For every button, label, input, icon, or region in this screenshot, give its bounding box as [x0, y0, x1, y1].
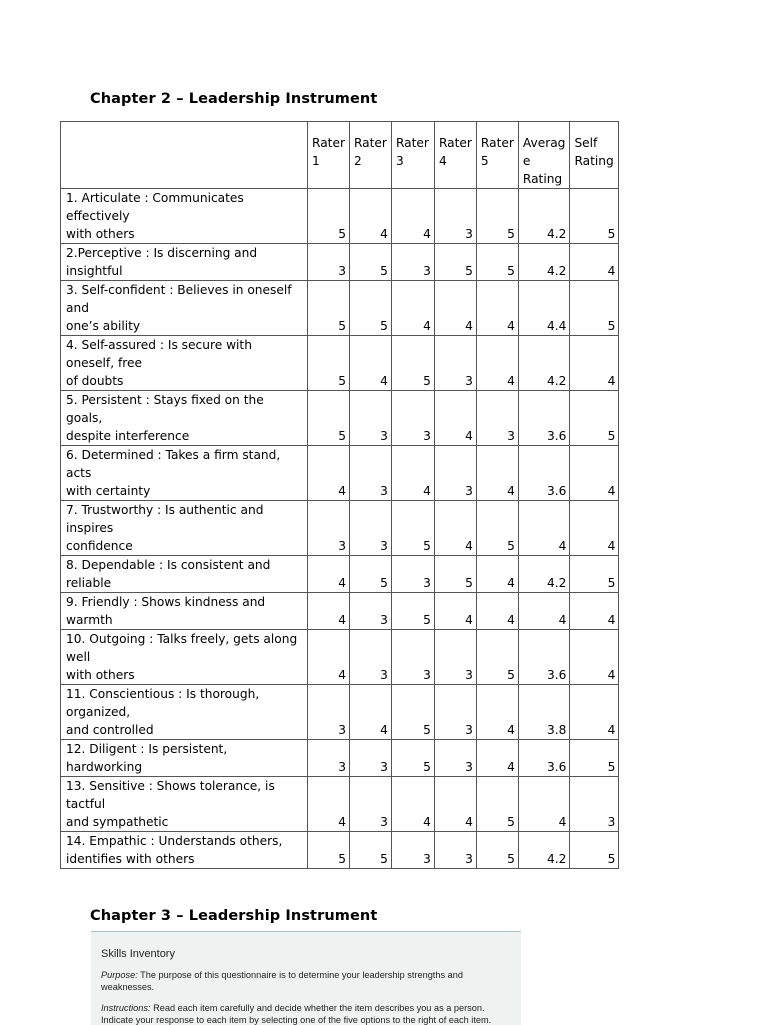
rater-4-value: 4: [434, 593, 476, 630]
table-header-row: [61, 122, 619, 189]
rater-2-value: 3: [349, 593, 391, 630]
purpose-label: Purpose:: [101, 970, 138, 980]
average-rating-value: 3.6: [518, 391, 570, 446]
average-rating-value: 3.6: [518, 740, 570, 777]
rater-4-value: 3: [434, 832, 476, 869]
rater-1-value: 4: [308, 630, 350, 685]
item-description: 14. Empathic : Understands others, identifies with others: [61, 832, 308, 869]
rater-2-value: 5: [349, 832, 391, 869]
average-rating-value: 4.4: [518, 281, 570, 336]
rater-1-value: 3: [308, 740, 350, 777]
rater-2-value: 3: [349, 740, 391, 777]
table-row: [61, 685, 619, 740]
leadership-rating-table: [60, 121, 619, 869]
item-description: 2.Perceptive : Is discerning and insightful: [61, 244, 308, 281]
rater-4-value: 4: [434, 777, 476, 832]
rater-1-value: 5: [308, 281, 350, 336]
average-rating-value: 4.2: [518, 244, 570, 281]
self-rating-value: 4: [570, 685, 619, 740]
rater-2-value: 5: [349, 244, 391, 281]
header-rater-3: Rater 3: [391, 122, 434, 189]
rater-4-value: 4: [434, 281, 476, 336]
skills-inventory-panel: [91, 931, 521, 1025]
rater-4-value: 5: [434, 244, 476, 281]
average-rating-value: 3.6: [518, 446, 570, 501]
rater-1-value: 3: [308, 244, 350, 281]
rater-5-value: 5: [476, 501, 518, 556]
rater-2-value: 4: [349, 189, 391, 244]
rater-3-value: 3: [391, 556, 434, 593]
self-rating-value: 4: [570, 630, 619, 685]
item-description: 12. Diligent : Is persistent, hardworking: [61, 740, 308, 777]
rater-5-value: 4: [476, 740, 518, 777]
instructions-text: [101, 1003, 516, 1025]
rater-4-value: 4: [434, 391, 476, 446]
rater-3-value: 5: [391, 336, 434, 391]
rater-5-value: 4: [476, 446, 518, 501]
rater-3-value: 5: [391, 593, 434, 630]
header-rater-2: Rater 2: [349, 122, 391, 189]
item-description: 7. Trustworthy : Is authentic and inspires confidence: [61, 501, 308, 556]
rater-3-value: 4: [391, 777, 434, 832]
rater-4-value: 3: [434, 189, 476, 244]
self-rating-value: 5: [570, 832, 619, 869]
rater-4-value: 4: [434, 501, 476, 556]
rater-4-value: 3: [434, 446, 476, 501]
skills-inventory-title: Skills Inventory: [101, 948, 175, 960]
chapter3-title: Chapter 3 – Leadership Instrument: [90, 908, 378, 924]
rater-4-value: 5: [434, 556, 476, 593]
rater-3-value: 5: [391, 501, 434, 556]
rater-5-value: 4: [476, 281, 518, 336]
item-description: 8. Dependable : Is consistent and reliable: [61, 556, 308, 593]
rater-2-value: 3: [349, 630, 391, 685]
instructions-body: Read each item carefully and decide whether the item describes you as a person. Indicate your response to each item by selecting one of the five options to the right of each item.: [101, 1003, 492, 1025]
table-row: [61, 501, 619, 556]
rater-2-value: 3: [349, 446, 391, 501]
rater-4-value: 3: [434, 630, 476, 685]
rater-2-value: 3: [349, 391, 391, 446]
rater-5-value: 4: [476, 336, 518, 391]
self-rating-value: 4: [570, 593, 619, 630]
header-rater-5: Rater 5: [476, 122, 518, 189]
rater-3-value: 3: [391, 630, 434, 685]
table-row: [61, 244, 619, 281]
table-row: [61, 740, 619, 777]
table-row: [61, 189, 619, 244]
average-rating-value: 4: [518, 777, 570, 832]
table-row: [61, 777, 619, 832]
header-self-rating: Self Rating: [570, 122, 619, 189]
rater-2-value: 4: [349, 685, 391, 740]
rater-5-value: 5: [476, 630, 518, 685]
self-rating-value: 3: [570, 777, 619, 832]
average-rating-value: 4: [518, 501, 570, 556]
rater-4-value: 3: [434, 740, 476, 777]
average-rating-value: 4: [518, 593, 570, 630]
table-row: [61, 832, 619, 869]
rater-1-value: 4: [308, 446, 350, 501]
table-row: [61, 446, 619, 501]
self-rating-value: 5: [570, 391, 619, 446]
table-row: [61, 336, 619, 391]
item-description: 13. Sensitive : Shows tolerance, is tactful and sympathetic: [61, 777, 308, 832]
chapter2-title: Chapter 2 – Leadership Instrument: [90, 91, 378, 107]
rater-3-value: 5: [391, 740, 434, 777]
rater-5-value: 5: [476, 189, 518, 244]
rater-1-value: 3: [308, 501, 350, 556]
rater-5-value: 5: [476, 832, 518, 869]
instructions-label: Instructions:: [101, 1003, 151, 1013]
rater-1-value: 3: [308, 685, 350, 740]
rater-1-value: 4: [308, 593, 350, 630]
item-description: 5. Persistent : Stays fixed on the goals, despite interference: [61, 391, 308, 446]
table-row: [61, 630, 619, 685]
rater-5-value: 4: [476, 685, 518, 740]
rater-4-value: 3: [434, 685, 476, 740]
header-rater-4: Rater 4: [434, 122, 476, 189]
rater-2-value: 5: [349, 556, 391, 593]
self-rating-value: 4: [570, 244, 619, 281]
self-rating-value: 5: [570, 281, 619, 336]
self-rating-value: 5: [570, 740, 619, 777]
rater-2-value: 5: [349, 281, 391, 336]
header-average-rating: Averag e Rating: [518, 122, 570, 189]
item-description: 11. Conscientious : Is thorough, organized, and controlled: [61, 685, 308, 740]
rater-4-value: 3: [434, 336, 476, 391]
header-rater-1: Rater 1: [308, 122, 350, 189]
rater-1-value: 4: [308, 556, 350, 593]
item-description: 10. Outgoing : Talks freely, gets along well with others: [61, 630, 308, 685]
rater-3-value: 4: [391, 189, 434, 244]
self-rating-value: 4: [570, 501, 619, 556]
table-row: [61, 593, 619, 630]
item-description: 9. Friendly : Shows kindness and warmth: [61, 593, 308, 630]
item-description: 6. Determined : Takes a firm stand, acts with certainty: [61, 446, 308, 501]
rater-3-value: 3: [391, 391, 434, 446]
self-rating-value: 5: [570, 556, 619, 593]
purpose-text: [101, 970, 516, 993]
rater-5-value: 4: [476, 556, 518, 593]
self-rating-value: 4: [570, 446, 619, 501]
rater-2-value: 4: [349, 336, 391, 391]
purpose-body: The purpose of this questionnaire is to determine your leadership strengths and weaknesses.: [101, 970, 463, 992]
rater-3-value: 3: [391, 832, 434, 869]
table-row: [61, 281, 619, 336]
rater-5-value: 4: [476, 593, 518, 630]
rater-2-value: 3: [349, 501, 391, 556]
average-rating-value: 3.8: [518, 685, 570, 740]
table-row: [61, 556, 619, 593]
header-item-cell: [61, 122, 308, 189]
rater-1-value: 5: [308, 336, 350, 391]
rater-5-value: 3: [476, 391, 518, 446]
table-row: [61, 391, 619, 446]
rater-3-value: 4: [391, 281, 434, 336]
rater-3-value: 3: [391, 244, 434, 281]
average-rating-value: 4.2: [518, 336, 570, 391]
rater-1-value: 5: [308, 391, 350, 446]
rater-1-value: 5: [308, 832, 350, 869]
average-rating-value: 4.2: [518, 832, 570, 869]
rater-1-value: 5: [308, 189, 350, 244]
average-rating-value: 3.6: [518, 630, 570, 685]
rater-3-value: 5: [391, 685, 434, 740]
item-description: 1. Articulate : Communicates effectively with others: [61, 189, 308, 244]
rater-5-value: 5: [476, 777, 518, 832]
item-description: 3. Self-confident : Believes in oneself and one’s ability: [61, 281, 308, 336]
self-rating-value: 5: [570, 189, 619, 244]
rater-2-value: 3: [349, 777, 391, 832]
rater-3-value: 4: [391, 446, 434, 501]
average-rating-value: 4.2: [518, 189, 570, 244]
rater-5-value: 5: [476, 244, 518, 281]
item-description: 4. Self-assured : Is secure with oneself, free of doubts: [61, 336, 308, 391]
rater-1-value: 4: [308, 777, 350, 832]
average-rating-value: 4.2: [518, 556, 570, 593]
self-rating-value: 4: [570, 336, 619, 391]
